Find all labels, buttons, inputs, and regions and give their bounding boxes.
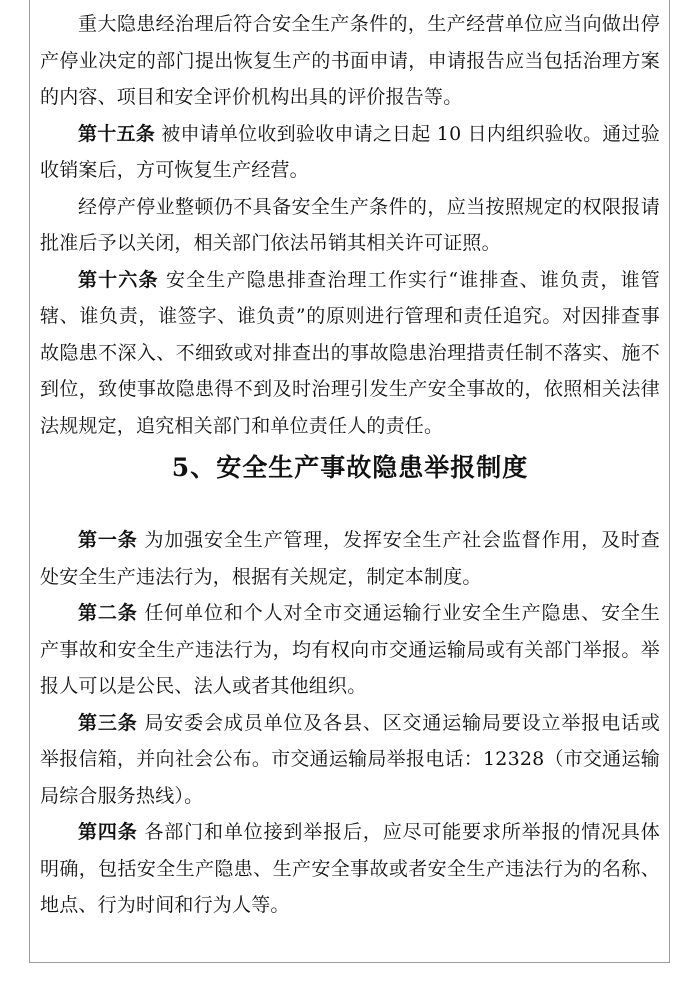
section-heading: 5、安全生产事故隐患举报制度 (171, 453, 529, 482)
paragraph-article-2 (40, 595, 660, 705)
section-spacer (40, 492, 660, 522)
paragraph-article-16 (40, 262, 660, 445)
paragraph-text: 安全生产隐患排查治理工作实行“谁排查、谁负责，谁管辖、谁负责，谁签字、谁负责”的原则进行管理和责任追究。对因排查事故隐患不深入、不细致或对排查出的事故隐患治理措责任制不落实、施不到位，致使事故隐患得不到及时治理引发生产安全事故的，依照相关法律法规规定，追究相关部门和单位责任人的责任。 (40, 268, 660, 437)
paragraph-text: 各部门和单位接到举报后，应尽可能要求所举报的情况具体明确，包括安全生产隐患、生产安全事故或者安全生产违法行为的名称、地点、行为时间和行为人等。 (40, 821, 660, 916)
paragraph-text: 经停产停业整顿仍不具备安全生产条件的，应当按照规定的权限报请批准后予以关闭，相关部门依法吊销其相关许可证照。 (40, 195, 660, 254)
article-label: 第四条 (78, 821, 138, 843)
article-label: 第十六条 (78, 268, 159, 291)
paragraph-text: 任何单位和个人对全市交通运输行业安全生产隐患、安全生产事故和安全生产违法行为，均有权向市交通运输局或有关部门举报。举报人可以是公民、法人或者其他组织。 (40, 602, 660, 697)
paragraph-text: 局安委会成员单位及各县、区交通运输局要设立举报电话或举报信箱，并向社会公布。市交通运输局举报电话：12328（市交通运输局综合服务热线）。 (40, 711, 660, 807)
article-label: 第十五条 (78, 122, 155, 145)
article-label: 第一条 (78, 529, 138, 551)
paragraph-text: 为加强安全生产管理，发挥安全生产社会监督作用，及时查处安全生产违法行为，根据有关规定，制定本制度。 (40, 529, 660, 588)
paragraph-text: 重大隐患经治理后符合安全生产条件的，生产经营单位应当向做出停产停业决定的部门提出恢复生产的书面申请，申请报告应当包括治理方案的内容、项目和安全评价机构出具的评价报告等。 (40, 13, 660, 108)
paragraph-article-4 (40, 814, 660, 924)
paragraph-restore-production (40, 6, 660, 116)
article-label: 第三条 (78, 711, 138, 734)
paragraph-article-15 (40, 116, 660, 189)
paragraph-text: 被申请单位收到验收申请之日起 10 日内组织验收。通过验收销案后，方可恢复生产经营。 (40, 122, 660, 181)
document-body (40, 6, 660, 924)
paragraph-article-3 (40, 705, 660, 815)
paragraph-article-1 (40, 522, 660, 595)
article-label: 第二条 (78, 602, 138, 624)
paragraph-closure (40, 189, 660, 262)
